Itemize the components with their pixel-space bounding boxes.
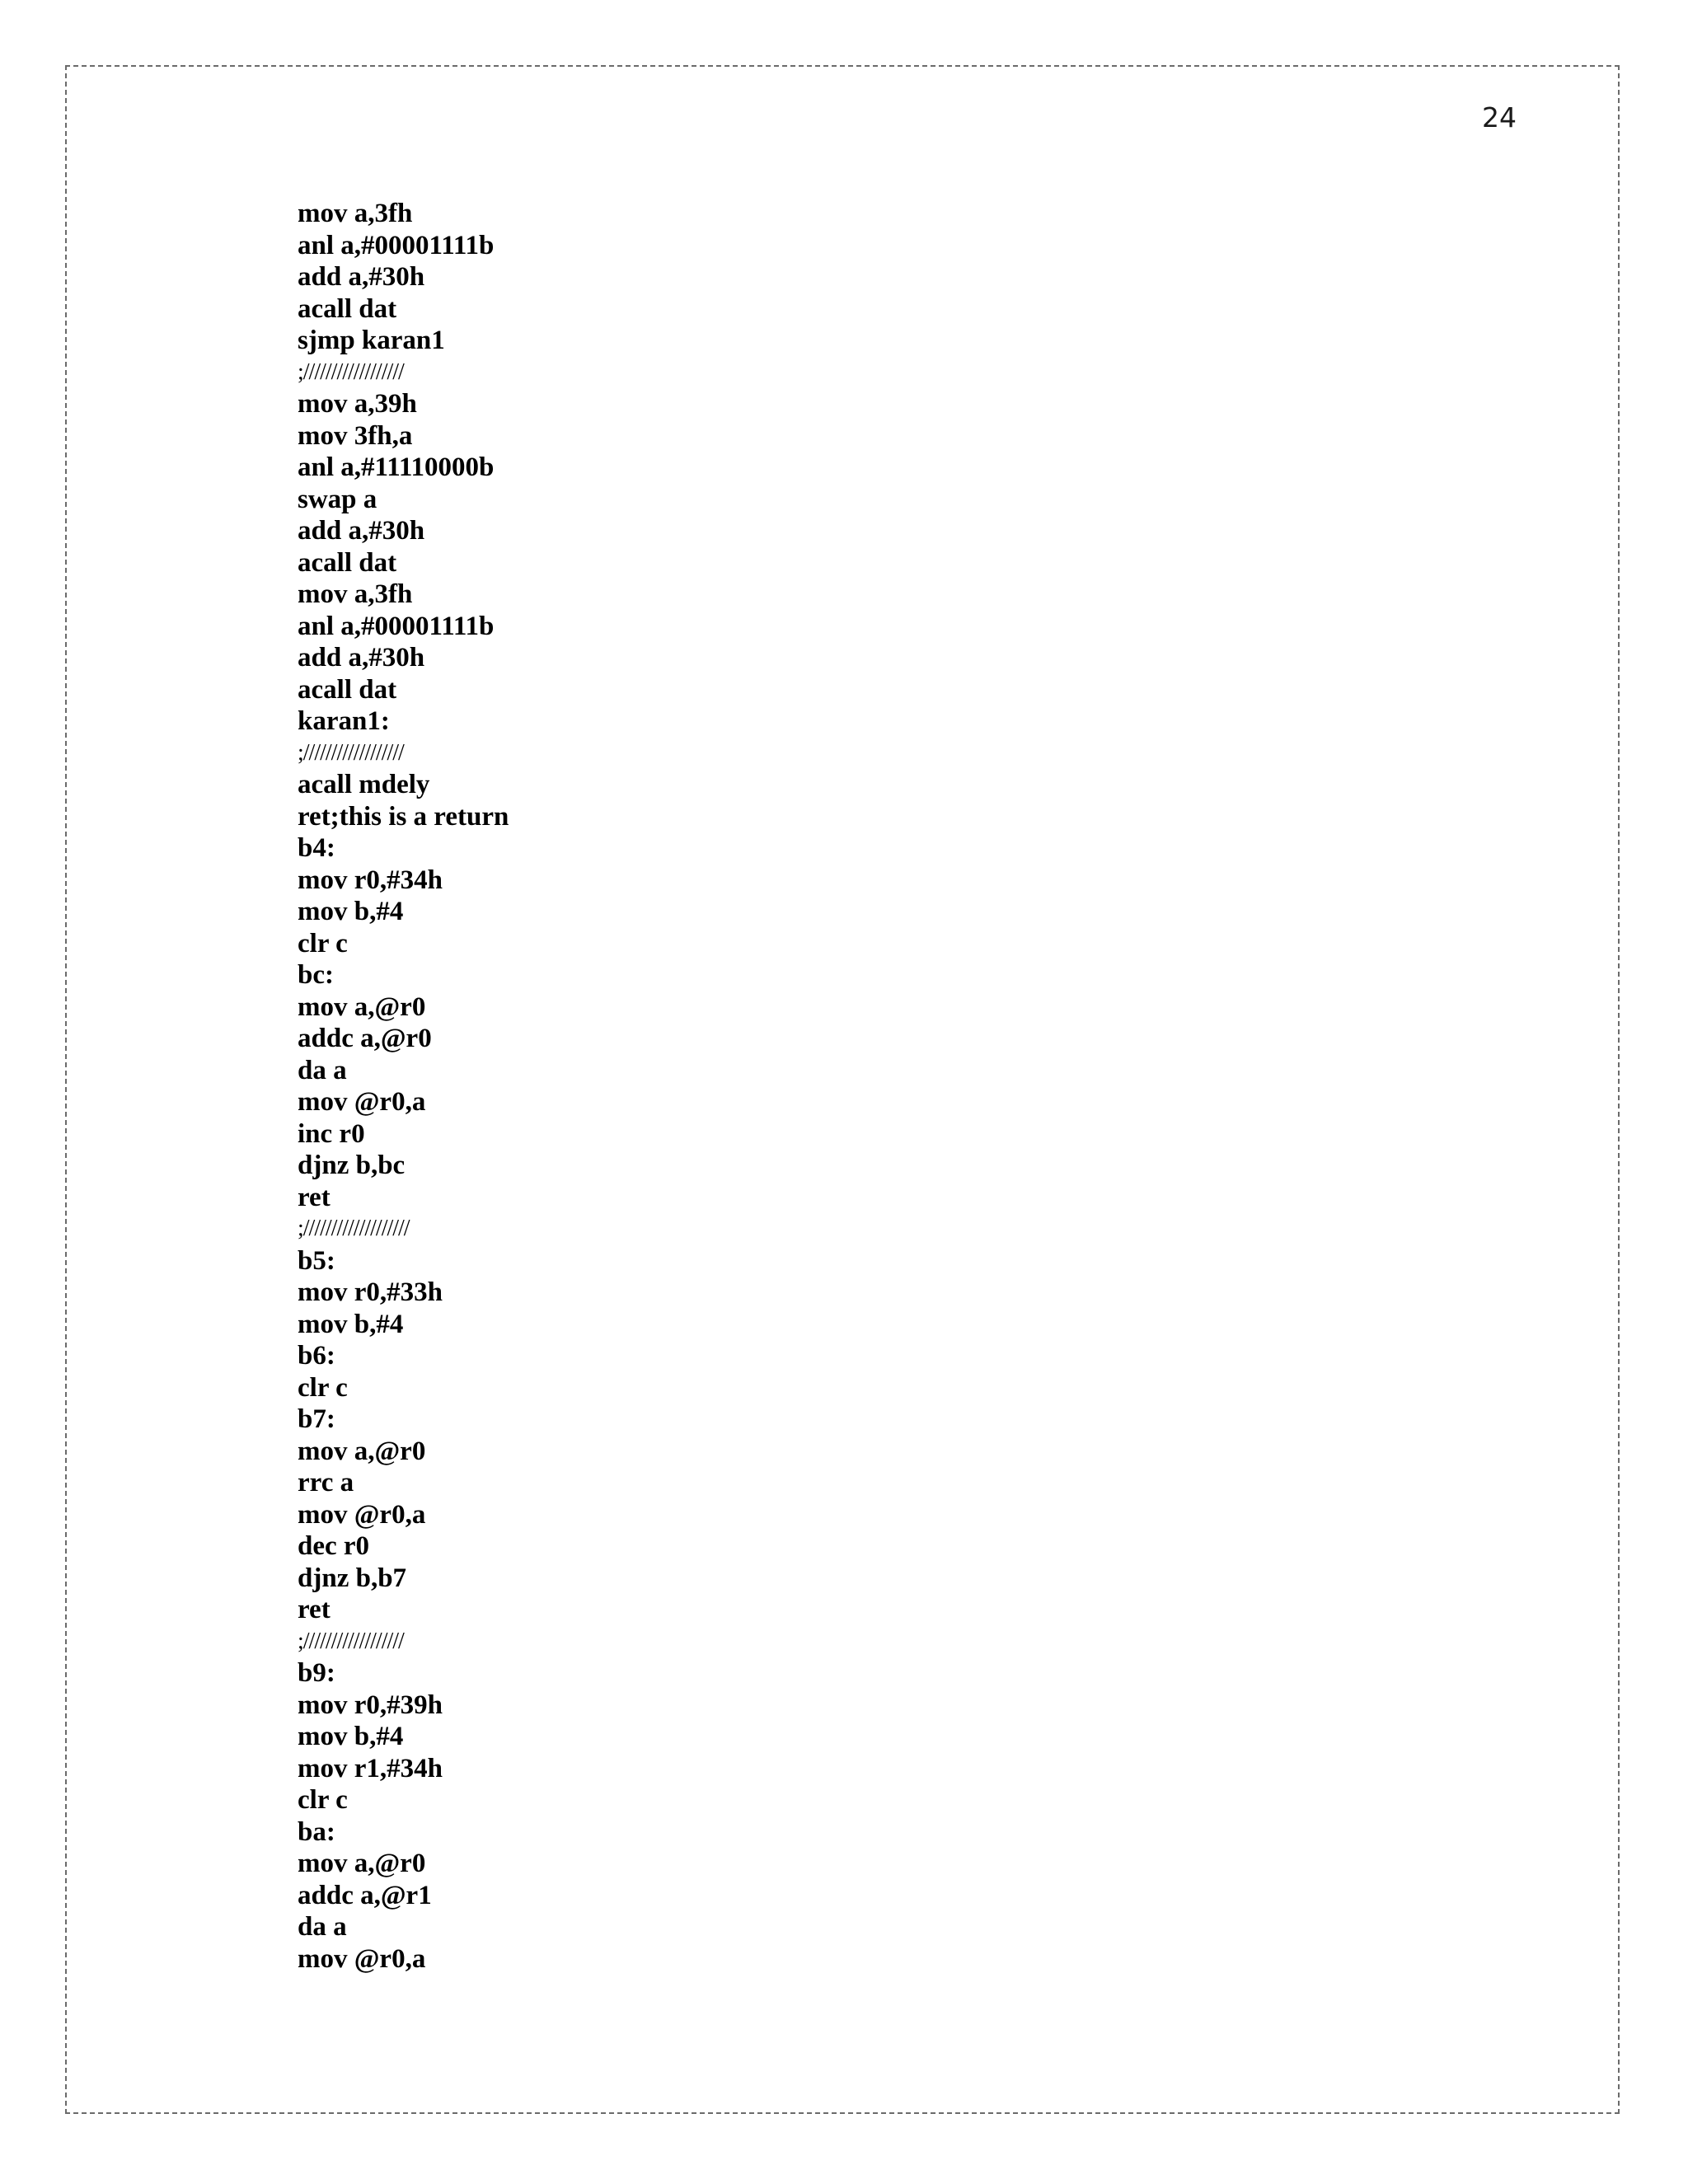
code-line: mov 3fh,a [298,420,413,451]
code-line: addc a,@r0 [298,1024,432,1053]
code-line: mov a,3fh [298,579,413,609]
label-line: b7: [298,1404,335,1434]
label-line: b6: [298,1341,335,1371]
code-line: mov @r0,a [298,1943,426,1974]
code-line: djnz b,bc [298,1151,406,1180]
code-line: mov a,@r0 [298,1436,426,1466]
code-line: anl a,#00001111b [298,230,495,260]
code-line: mov r1,#34h [298,1753,443,1783]
page-number: 24 [1482,101,1517,134]
code-line: acall dat [298,547,397,578]
code-line: mov a,39h [298,389,417,419]
code-line: mov r0,#34h [298,865,443,895]
code-line: djnz b,b7 [298,1563,407,1593]
code-line: anl a,#00001111b [298,611,495,641]
comment-line: ;////////////////// [298,1628,404,1654]
code-line: acall dat [298,293,397,324]
code-line: ret;this is a return [298,801,509,832]
code-line: ret [298,1182,331,1212]
code-line: mov a,@r0 [298,991,426,1022]
code-line: mov b,#4 [298,1309,404,1339]
label-line: b4: [298,833,335,863]
code-line: inc r0 [298,1118,365,1149]
code-line: swap a [298,484,377,514]
code-line: da a [298,1912,347,1942]
code-listing [298,198,509,1975]
code-line: mov a,@r0 [298,1849,426,1878]
code-line: anl a,#11110000b [298,452,495,482]
label-line: ba: [298,1816,335,1847]
code-line: mov r0,#33h [298,1277,443,1307]
comment-line: ;////////////////// [298,359,404,385]
code-line: clr c [298,1372,348,1403]
code-line: mov @r0,a [298,1499,426,1530]
code-line: mov b,#4 [298,1722,404,1751]
code-line: clr c [298,928,348,958]
label-line: karan1: [298,706,390,736]
comment-line: ;/////////////////// [298,1216,410,1241]
code-line: da a [298,1055,347,1085]
code-line: ret [298,1595,331,1624]
code-line: add a,#30h [298,516,425,546]
code-line: add a,#30h [298,262,425,292]
code-line: mov @r0,a [298,1087,426,1117]
label-line: b9: [298,1658,335,1688]
code-line: addc a,@r1 [298,1880,432,1910]
code-line: rrc a [298,1468,354,1497]
code-line: mov b,#4 [298,897,404,926]
label-line: b5: [298,1245,335,1276]
comment-line: ;////////////////// [298,739,404,766]
code-line: dec r0 [298,1531,370,1561]
code-line: acall dat [298,674,397,705]
code-line: acall mdely [298,770,430,799]
code-line: add a,#30h [298,643,425,673]
code-line: clr c [298,1785,348,1815]
code-line: sjmp karan1 [298,326,445,355]
code-line: mov a,3fh [298,199,413,228]
label-line: bc: [298,960,334,990]
code-line: mov r0,#39h [298,1690,443,1720]
